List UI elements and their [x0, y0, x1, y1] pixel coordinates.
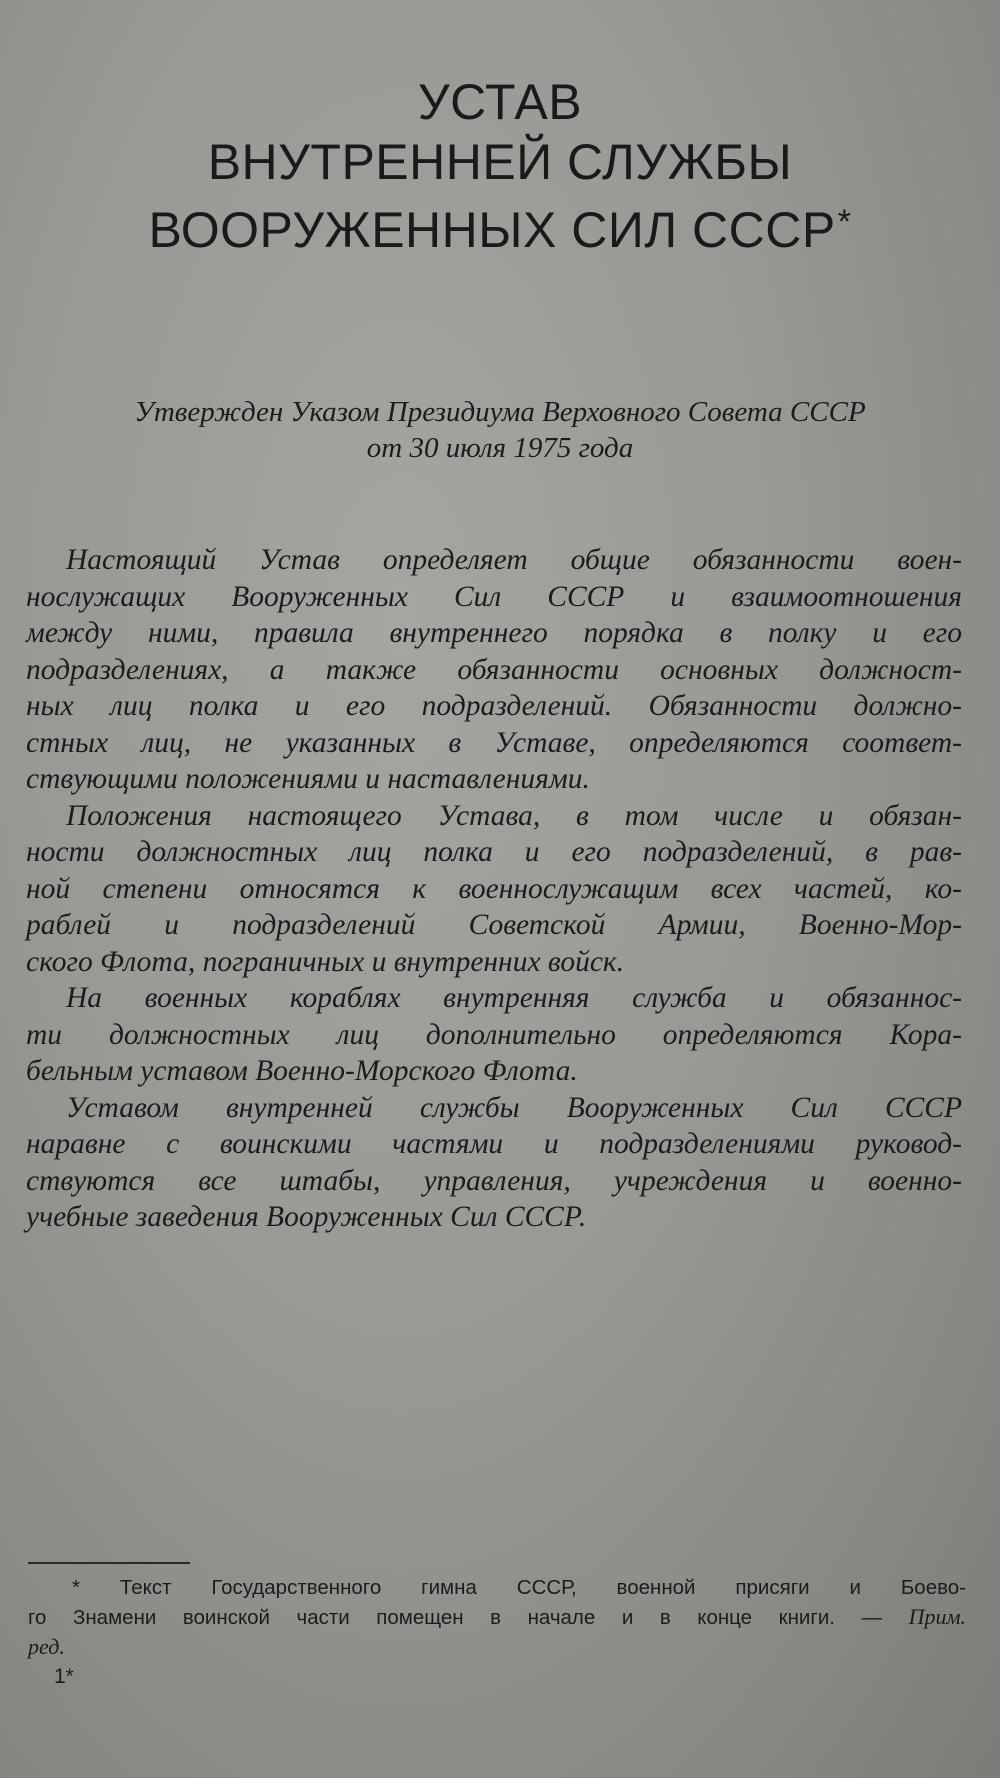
- approval-line-2: от 30 июля 1975 года: [366, 432, 634, 464]
- text-line: ности должностных лиц полка и его подразделений, в рав-: [26, 836, 962, 868]
- footnote-abbreviation-2: ред.: [28, 1634, 65, 1659]
- footnote-line-2: [28, 1602, 966, 1632]
- text-line: подразделениях, а также обязанности основных должност-: [26, 653, 962, 686]
- title-line-2: ВНУТРЕННЕЙ СЛУЖБЫ: [207, 134, 793, 190]
- title-line-3: [0, 192, 1000, 260]
- text-line: учебные заведения Вооруженных Сил СССР.: [26, 1201, 587, 1233]
- text-line: ной степени относятся к военнослужащим всех частей, ко-: [26, 872, 962, 905]
- paragraph-1: [26, 542, 962, 798]
- footnote-line-3: [28, 1632, 966, 1662]
- text-line: раблей и подразделений Советской Армии, Военно-Мор-: [26, 909, 962, 941]
- footnote-divider: [28, 1562, 190, 1564]
- paragraph-4: [26, 1090, 962, 1236]
- document-title: [0, 72, 1000, 260]
- text-line: между ними, правила внутреннего порядка в полку и его: [26, 617, 962, 649]
- footnote-abbreviation: Прим.: [908, 1604, 966, 1629]
- text-line: Настоящий Устав определяет общие обязанности воен-: [66, 544, 962, 576]
- title-line-1: УСТАВ: [417, 74, 583, 130]
- paragraph-2: [26, 798, 962, 981]
- footnote: [28, 1573, 966, 1662]
- paragraph-3: [26, 980, 962, 1090]
- footnote-reference-mark: *: [837, 203, 852, 241]
- text-line: нослужащих Вооруженных Сил СССР и взаимоотношения: [26, 580, 962, 613]
- text-line: Положения настоящего Устава, в том числе и обязан-: [66, 799, 962, 832]
- text-line: ского Флота, пограничных и внутренних войск.: [26, 945, 625, 978]
- text-line: стных лиц, не указанных в Уставе, определяются соответ-: [26, 726, 962, 759]
- title-line-3-text: ВООРУЖЕННЫХ СИЛ СССР: [148, 202, 836, 258]
- text-line: ствуются все штабы, управления, учреждения и военно-: [26, 1164, 962, 1197]
- text-line: ных лиц полка и его подразделений. Обязанности должно-: [26, 690, 962, 722]
- approval-note: [0, 394, 1000, 466]
- body-text: [26, 542, 962, 1236]
- footnote-line-2-text: го Знамени воинской части помещен в начале и в конце книги. —: [28, 1606, 883, 1629]
- text-line: На военных кораблях внутренняя служба и обязаннос-: [66, 982, 962, 1014]
- text-line: наравне с воинскими частями и подразделениями руковод-: [26, 1128, 962, 1160]
- text-line: ти должностных лиц дополнительно определяются Кора-: [26, 1018, 962, 1051]
- text-line: ствующими положениями и наставлениями.: [26, 763, 590, 795]
- text-line: бельным уставом Военно-Морского Флота.: [26, 1055, 578, 1087]
- page-signature-mark: 1*: [54, 1665, 74, 1688]
- approval-line-1: Утвержден Указом Президиума Верховного Совета СССР: [134, 396, 866, 428]
- text-line: Уставом внутренней службы Вооруженных Сил СССР: [66, 1091, 962, 1124]
- footnote-line-1: * Текст Государственного гимна СССР, военной присяги и Боево-: [72, 1576, 966, 1599]
